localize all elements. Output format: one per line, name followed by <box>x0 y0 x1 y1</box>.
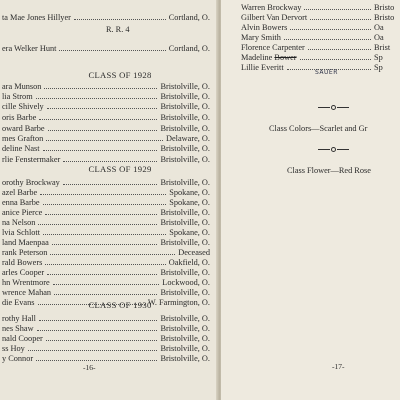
alumnus-name: Madeline Bower <box>241 53 297 62</box>
alumnus-residence: Bristolville, O. <box>160 144 210 153</box>
alumnus-name: lia Strom <box>2 92 33 101</box>
alumnus-residence: Spokane, O. <box>169 188 210 197</box>
alumnus-residence: Sp <box>374 63 383 72</box>
alumnus-residence: Bristolville, O. <box>160 102 210 111</box>
dot-leader <box>37 330 158 331</box>
roster-entry <box>0 288 210 298</box>
dot-leader <box>63 161 157 162</box>
dot-leader <box>48 130 158 131</box>
roster-entry <box>0 124 210 134</box>
alumnus-name: anice Pierce <box>2 208 43 217</box>
alumnus-name: oward Barbe <box>2 124 45 133</box>
dot-leader <box>53 284 160 285</box>
roster-entry <box>0 354 210 364</box>
dot-leader <box>43 234 166 235</box>
dot-leader <box>43 204 167 205</box>
alumnus-name: rothy Hall <box>2 314 36 323</box>
roster-entry <box>221 63 400 73</box>
roster-entry <box>0 134 210 144</box>
roster-entry <box>0 324 210 334</box>
alumnus-residence: Sp <box>374 53 383 62</box>
alumnus-residence: Bristolville, O. <box>160 344 210 353</box>
alumnus-name: ara Munson <box>2 82 42 91</box>
dot-leader <box>46 140 163 141</box>
alumnus-name: y Connor <box>2 354 34 363</box>
alumnus-residence: Bristo <box>374 3 395 12</box>
alumnus-residence: Cortland, O. <box>168 13 210 22</box>
alumnus-name: Florence Carpenter <box>241 43 305 52</box>
alumnus-residence: Bristolville, O. <box>160 124 210 133</box>
alumnus-residence: Oakfield, O. <box>168 258 210 267</box>
dot-leader <box>36 360 157 361</box>
roster-entry <box>0 248 210 258</box>
roster-entry <box>221 13 400 23</box>
roster-entry <box>221 43 400 53</box>
alumnus-name: arles Cooper <box>2 268 45 277</box>
handwritten-correction: SAUER <box>315 69 338 76</box>
dot-leader <box>74 19 166 20</box>
alumnus-name: mes Grafton <box>2 134 44 143</box>
alumnus-name: na Nelson <box>2 218 36 227</box>
alumnus-name: era Welker Hunt <box>2 44 57 53</box>
roster-entry <box>221 33 400 43</box>
alumnus-residence: Bristolville, O. <box>160 208 210 217</box>
alumnus-name: ss Hoy <box>2 344 25 353</box>
alumnus-residence: Cortland, O. <box>168 44 210 53</box>
dot-leader <box>44 88 157 89</box>
alumnus-name: oris Barbe <box>2 113 37 122</box>
ornament-rule-2 <box>318 147 350 153</box>
dot-leader <box>300 59 371 60</box>
alumnus-residence: Bristolville, O. <box>160 92 210 101</box>
alumnus-name: Warren Brockway <box>241 3 302 12</box>
roster-entry <box>221 53 400 63</box>
roster-entry <box>0 278 210 288</box>
alumnus-residence: W. Farmington, O. <box>147 298 210 307</box>
right-page <box>221 0 400 400</box>
alumnus-residence: Bristo <box>374 13 395 22</box>
alumnus-name: azel Barbe <box>2 188 38 197</box>
dot-leader <box>38 224 157 225</box>
alumnus-name: rald Bowers <box>2 258 43 267</box>
alumnus-residence: Bristolville, O. <box>160 82 210 91</box>
alumnus-residence: Bristolville, O. <box>160 178 210 187</box>
alumnus-residence: Bristolville, O. <box>160 314 210 323</box>
alumnus-residence: Bristolville, O. <box>160 334 210 343</box>
roster-entry <box>0 13 210 23</box>
alumnus-residence: Bristolville, O. <box>160 218 210 227</box>
alumnus-name: hn Wrentmore <box>2 278 50 287</box>
roster-entry <box>0 102 210 112</box>
alumnus-name: rank Peterson <box>2 248 48 257</box>
alumnus-name: Gilbert Van Dervort <box>241 13 308 22</box>
dot-leader <box>45 264 165 265</box>
alumnus-name: rlie Fenstermaker <box>2 155 61 164</box>
alumnus-name: Alvin Bowers <box>241 23 288 32</box>
dot-leader <box>46 340 158 341</box>
alumnus-name: nald Cooper <box>2 334 43 343</box>
alumnus-name: lvia Schlott <box>2 228 41 237</box>
dot-leader <box>304 9 371 10</box>
roster-entry <box>0 113 210 123</box>
dot-leader <box>63 184 158 185</box>
alumnus-name: orothy Brockway <box>2 178 60 187</box>
alumnus-residence: Deceased <box>178 248 210 257</box>
class-colors: Class Colors—Scarlet and Gr <box>269 124 368 133</box>
roster-entry <box>0 178 210 188</box>
roster-entry <box>0 92 210 102</box>
roster-entry <box>0 334 210 344</box>
roster-entry <box>0 208 210 218</box>
dot-leader <box>59 50 165 51</box>
rural-route-note: R. R. 4 <box>106 25 130 34</box>
roster-entry <box>0 82 210 92</box>
dot-leader <box>28 350 158 351</box>
dot-leader <box>284 39 371 40</box>
alumnus-name: nes Shaw <box>2 324 34 333</box>
roster-entry <box>221 23 400 33</box>
alumnus-name: cille Shively <box>2 102 44 111</box>
alumnus-name: deline Nast <box>2 144 40 153</box>
roster-entry <box>0 198 210 208</box>
alumnus-name: wrence Mahan <box>2 288 52 297</box>
dot-leader <box>39 119 157 120</box>
alumnus-residence: Bristolville, O. <box>160 238 210 247</box>
dot-leader <box>47 274 157 275</box>
dot-leader <box>310 19 371 20</box>
alumnus-name: ta Mae Jones Hillyer <box>2 13 71 22</box>
page-number-right: -17- <box>332 362 345 371</box>
alumnus-residence: Oa <box>374 23 384 32</box>
dot-leader <box>308 49 371 50</box>
roster-entry <box>0 144 210 154</box>
roster-entry <box>0 218 210 228</box>
class-heading: CLASS OF 1929 <box>88 164 152 174</box>
alumnus-name: enna Barbe <box>2 198 40 207</box>
roster-entry <box>0 344 210 354</box>
alumnus-name: die Evans <box>2 298 35 307</box>
alumnus-residence: Delaware, O. <box>166 134 210 143</box>
roster-entry <box>0 238 210 248</box>
alumnus-residence: Oa <box>374 33 384 42</box>
roster-entry <box>0 188 210 198</box>
dot-leader <box>39 320 158 321</box>
alumnus-name: Lillie Everitt <box>241 63 284 72</box>
alumnus-residence: Spokane, O. <box>169 198 210 207</box>
alumnus-residence: Brist <box>374 43 391 52</box>
dot-leader <box>290 29 371 30</box>
alumnus-name: Mary Smith <box>241 33 281 42</box>
class-heading: CLASS OF 1928 <box>88 70 152 80</box>
roster-entry <box>0 258 210 268</box>
alumnus-name: land Maenpaa <box>2 238 49 247</box>
dot-leader <box>50 254 175 255</box>
dot-leader <box>54 294 157 295</box>
roster-entry <box>0 44 210 54</box>
dot-leader <box>47 108 158 109</box>
class-heading: CLASS OF 1930 <box>88 300 152 310</box>
ornament-rule-1 <box>318 105 350 111</box>
roster-entry <box>0 228 210 238</box>
alumnus-residence: Bristolville, O. <box>160 324 210 333</box>
dot-leader <box>36 98 158 99</box>
alumnus-residence: Spokane, O. <box>169 228 210 237</box>
dot-leader <box>52 244 158 245</box>
alumnus-residence: Bristolville, O. <box>160 354 210 363</box>
dot-leader <box>40 194 166 195</box>
alumnus-residence: Bristolville, O. <box>160 268 210 277</box>
class-flower: Class Flower—Red Rose <box>287 166 371 175</box>
alumnus-residence: Bristolville, O. <box>160 288 210 297</box>
alumnus-residence: Bristolville, O. <box>160 155 210 164</box>
page-number-left: -16- <box>83 363 96 372</box>
dot-leader <box>43 150 158 151</box>
alumnus-residence: Bristolville, O. <box>160 113 210 122</box>
alumnus-residence: Lockwood, O. <box>162 278 210 287</box>
roster-entry <box>0 268 210 278</box>
roster-entry <box>0 314 210 324</box>
roster-entry <box>221 3 400 13</box>
dot-leader <box>45 214 157 215</box>
